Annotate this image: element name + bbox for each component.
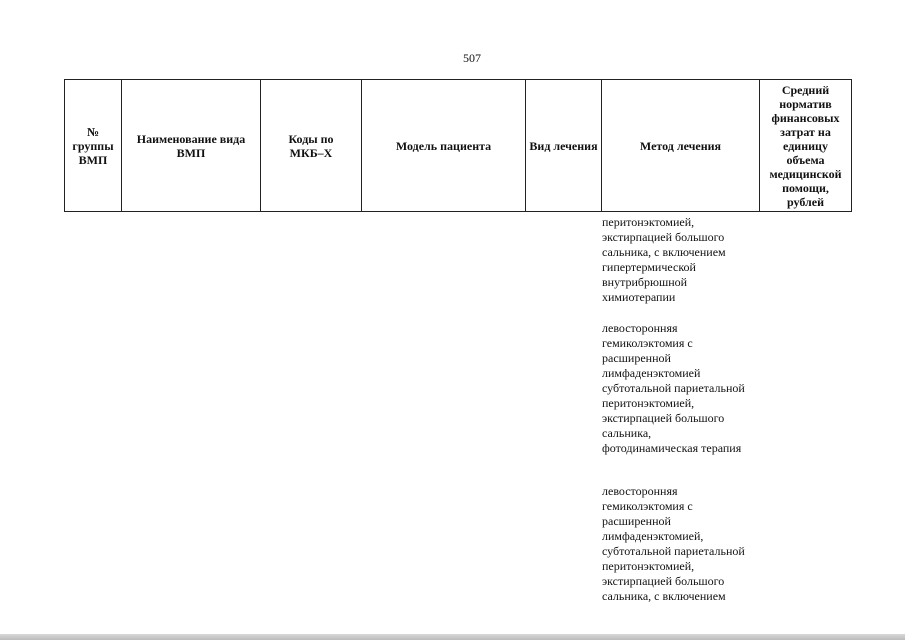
header-patient-model: Модель пациента: [362, 80, 526, 212]
header-average-cost: Средний норматив финансовых затрат на единицу объема медицинской помощи, рублей: [760, 80, 852, 212]
header-icd-codes: Коды по МКБ–Х: [261, 80, 362, 212]
header-vmp-name: Наименование вида ВМП: [122, 80, 261, 212]
page-number: 507: [463, 51, 481, 65]
header-group-number: № группы ВМП: [65, 80, 122, 212]
scan-bottom-edge: [0, 634, 905, 640]
table-header-row: [65, 80, 852, 212]
header-treatment-type: Вид лечения: [526, 80, 602, 212]
table-header: [64, 79, 852, 212]
method-entry: левосторонняя гемиколэктомия с расширенной лимфаденэктомией, субтотальной париетальной перитонэктомией, экстирпацией большого сальника, с включением: [602, 484, 745, 603]
header-treatment-method: Метод лечения: [602, 80, 760, 212]
method-entry: перитонэктомией, экстирпацией большого сальника, с включением гипертермической внутрибрюшной химиотерапии: [602, 215, 726, 304]
method-entry: левосторонняя гемиколэктомия с расширенной лимфаденэктомией субтотальной париетальной перитонэктомией, экстирпацией большого сальника, фотодинамическая терапия: [602, 321, 745, 455]
